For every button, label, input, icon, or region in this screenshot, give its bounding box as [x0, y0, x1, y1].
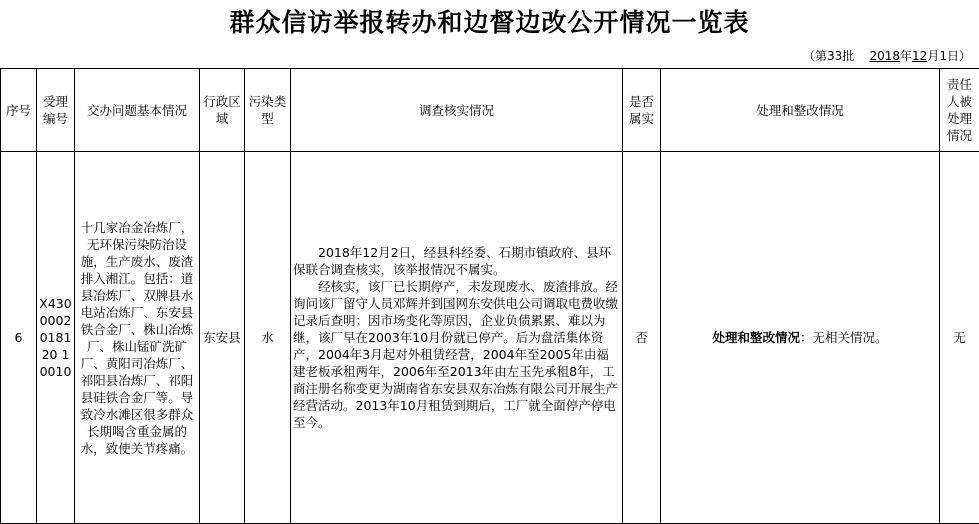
header-pollution: 污染类型 — [245, 69, 291, 152]
batch-info — [803, 46, 971, 66]
header-accept-no: 受理编号 — [37, 69, 75, 152]
table-header-row — [1, 69, 979, 152]
batch-year: 2018 — [869, 49, 901, 63]
handling-label: 处理和整改情况 — [712, 330, 800, 346]
header-issue: 交办问题基本情况 — [75, 69, 200, 152]
batch-day: 1 — [939, 49, 947, 63]
table-row — [1, 152, 979, 524]
header-investigation: 调查核实情况 — [291, 69, 623, 152]
batch-month: 12 — [912, 49, 928, 63]
report-table — [0, 68, 979, 524]
batch-year-sep: 年 — [900, 49, 913, 63]
cell-region: 东安县 — [200, 152, 245, 524]
batch-month-sep: 月 — [927, 49, 940, 63]
investigation-paragraph-1: 2018年12月2日，经县科经委、石期市镇政府、县环保联合调查核实，该举报情况不属实。 — [293, 245, 612, 278]
header-seq: 序号 — [1, 69, 37, 152]
page-title: 群众信访举报转办和边督边改公开情况一览表 — [229, 8, 750, 37]
cell-investigation — [291, 152, 623, 524]
investigation-paragraph-2: 经核实，该厂已长期停产，未发现废水、废渣排放。经询问该厂留守人员邓辉并到国网东安供电公司调取电费收缴记录后查明：因市场变化等原因，企业负债累累、难以为继，该厂早在2003年10月份就已停产。后为盘活集体资产，2004年3月起对外租赁经营，2004年至2005年由福建老板承租两年，2006年至2013年由左玉先承租8年，工商注册名称变更为湖南省东安县双东冶炼有限公司开展生产经营活动。2013年10月租赁到期后，工厂就全面停产停电至今。 — [293, 279, 619, 431]
cell-pollution: 水 — [245, 152, 291, 524]
cell-handling — [661, 152, 940, 524]
header-is-true: 是否属实 — [623, 69, 661, 152]
handling-text: ：无相关情况。 — [800, 330, 888, 346]
batch-open: （第33批 — [802, 49, 855, 63]
header-accountability: 责任人被处理情况 — [940, 69, 979, 152]
cell-issue: 十几家冶金冶炼厂，无环保污染防治设施，生产废水、废渣排入湘江。包括：道县冶炼厂、双牌县水电站冶炼厂、东安县铁合金厂、株山冶炼厂、株山锰矿洗矿厂、黄阳司冶炼厂、祁阳县冶炼厂、祁阳县硅铁合金厂等。导致冷水滩区很多群众长期喝含重金属的水，致使关节疼痛。 — [75, 152, 200, 524]
header-region: 行政区域 — [200, 69, 245, 152]
cell-seq: 6 — [1, 152, 37, 524]
header-handling: 处理和整改情况 — [661, 69, 940, 152]
batch-close: 日） — [946, 49, 971, 63]
cell-is-true: 否 — [623, 152, 661, 524]
cell-accountability: 无 — [940, 152, 979, 524]
cell-accept-no: X4300002018120 10010 — [37, 152, 75, 524]
